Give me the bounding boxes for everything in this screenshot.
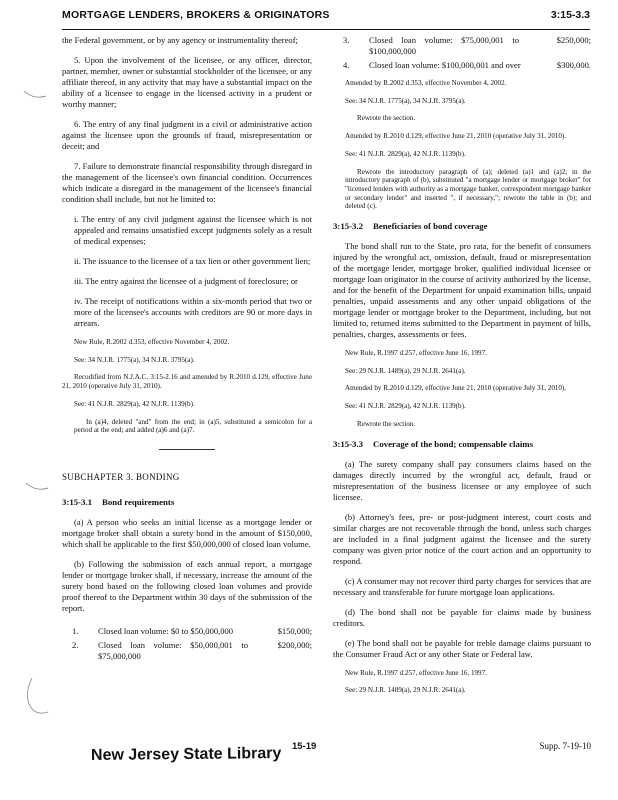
paragraph: (a) The surety company shall pay consumers claims based on the damages directly incurred by the wrongful act, default, fraud or misrepresentation of the business licensee or any employee of such licensee. <box>333 458 591 502</box>
binding-hole-mark <box>22 676 52 720</box>
header-title: MORTGAGE LENDERS, BROKERS & ORIGINATORS <box>62 9 330 21</box>
table-row <box>62 640 312 662</box>
page-number: 15-19 <box>292 741 317 752</box>
section-divider <box>159 449 215 450</box>
history-notes <box>333 349 591 429</box>
bond-amount-table <box>333 35 591 71</box>
history-note: Recodified from N.J.A.C. 3:15-2.16 and amended by R.2010 d.129, effective June 21, 2010 (operative July 31, 2010). <box>62 373 312 391</box>
history-note-detail: In (a)4, deleted "and" from the end; in (a)5, substituted a semicolon for a period at the end; and added (a)6 and (a)7. <box>74 417 312 435</box>
history-note: New Rule, R.2002 d.353, effective November 4, 2002. <box>74 338 230 346</box>
section-title: Coverage of the bond; compensable claims <box>373 438 534 449</box>
binding-hole-mark <box>22 88 50 102</box>
paragraph: (a) A person who seeks an initial license as a mortgage lender or mortgage broker shall obtain a surety bond in the amount of $150,000, which shall be applicable to the first $50,000,000 of closed loan volume. <box>62 516 312 549</box>
paragraph: iv. The receipt of notifications within a six-month period that two or more of the licensee's accounts with creditors are 90 or more days in arrears. <box>74 296 312 328</box>
binding-hole-mark <box>24 480 52 494</box>
paragraph: 5. Upon the involvement of the licensee, or any officer, director, partner, member, owner or substantial stockholder of the licensee, or any affiliate thereof, in any activity that may have a substantial impact on the ability of a licensee to engage in the licensed activity in a prudent or worthy manner; <box>62 55 312 109</box>
section-number: 3:15-3.2 <box>333 221 364 232</box>
paragraph: the Federal government, or by any agency or instrumentality thereof; <box>62 35 298 45</box>
row-number: 3. <box>343 35 350 45</box>
history-notes <box>62 338 312 435</box>
paragraph: (d) The bond shall not be payable for claims made by business creditors. <box>333 606 591 628</box>
table-row <box>333 35 591 57</box>
history-note: See: 29 N.J.R. 1489(a), 29 N.J.R. 2641(a). <box>345 366 466 375</box>
section-title: Bond requirements <box>102 496 175 507</box>
table-row <box>62 626 312 637</box>
history-notes <box>333 669 591 695</box>
history-note: See: 34 N.J.R. 1775(a), 34 N.J.R. 3795(a). <box>74 355 195 364</box>
paragraph: 7. Failure to demonstrate financial responsibility through disregard in the management of the licensee's own financial condition. Occurrences which indicate a disregard in the management of the licensee's financial condition shall include, but not be limited to: <box>62 161 312 204</box>
supplement-date: Supp. 7-19-10 <box>539 741 591 751</box>
row-amount: $150,000; <box>277 625 312 636</box>
subchapter-heading: SUBCHAPTER 3. BONDING <box>62 471 180 482</box>
history-note: See: 41 N.J.R. 2829(a), 42 N.J.R. 1139(b). <box>74 399 195 408</box>
right-column <box>333 35 591 704</box>
history-note: See: 41 N.J.R. 2829(a), 42 N.J.R. 1139(b). <box>345 402 466 411</box>
row-number: 1. <box>72 625 79 636</box>
bond-amount-table <box>62 626 312 662</box>
library-stamp: New Jersey State Library <box>90 745 282 764</box>
paragraph: The bond shall run to the State, pro rata, for the benefit of consumers injured by the wrongful act, omission, default, fraud or misrepresentation of the mortgage lender, mortgage broker, qualified individual licensee or mortgage loan originator in the course of activity authorized by the license, and for the benefit of the Department for unpaid examination bills, unpaid penalties, unpaid assessments and any other unpaid obligations of the mortgage lender or mortgage broker to the Department, including, but not limited to, returned items submitted to the Department in payment of bills, penalties, charges, assessments or fees. <box>333 241 591 340</box>
section-heading <box>333 439 591 450</box>
row-amount: $300,000. <box>556 60 591 70</box>
history-note: See: 29 N.J.R. 1489(a), 29 N.J.R. 2641(a). <box>345 686 466 695</box>
header-rule <box>62 29 590 30</box>
section-title: Beneficiaries of bond coverage <box>373 221 488 232</box>
table-row <box>333 60 591 71</box>
header-section-number: 3:15-3.3 <box>550 9 590 21</box>
paragraph: i. The entry of any civil judgment against the licensee which is not appealed and remains unsatisfied except judgments solely as a result of medical expenses; <box>74 214 312 246</box>
history-note-detail: Rewrote the introductory paragraph of (a); deleted (a)1 and (a)2; in the introductory paragraph of (b), substituted "a mortgage lender or mortgage broker" for "licensed lenders with authority as a mortgage banker, correspondent mortgage banker or secondary lender" and inserted ", if necessary,"; rewrote the table in (b); and deleted (c). <box>345 167 591 211</box>
history-note: See: 41 N.J.R. 2829(a), 42 N.J.R. 1139(b). <box>345 149 466 158</box>
row-number: 2. <box>72 639 79 650</box>
history-notes <box>333 79 591 211</box>
paragraph: ii. The issuance to the licensee of a tax lien or other government lien; <box>74 256 311 266</box>
history-note: New Rule, R.1997 d.257, effective June 16, 1997. <box>345 668 487 677</box>
paragraph: (c) A consumer may not recover third party charges for services that are necessary and transferable for future mortgage loan applications. <box>333 575 591 597</box>
row-amount: $250,000; <box>556 35 591 45</box>
history-note-detail: Rewrote the section. <box>357 419 416 428</box>
paragraph: 6. The entry of any final judgment in a civil or administrative action against the licensee upon the grounds of fraud, misrepresentation or deceit; and <box>62 119 312 151</box>
row-amount: $200,000; <box>277 639 312 650</box>
history-note-detail: Rewrote the section. <box>357 114 416 123</box>
section-heading <box>62 497 312 508</box>
history-note: New Rule, R.1997 d.257, effective June 16, 1997. <box>345 349 487 358</box>
running-header <box>62 9 590 25</box>
history-note: See: 34 N.J.R. 1775(a), 34 N.J.R. 3795(a). <box>345 96 466 105</box>
history-note: Amended by R.2002 d.353, effective November 4, 2002. <box>345 79 507 87</box>
row-number: 4. <box>343 60 350 70</box>
row-description: Closed loan volume: $100,000,001 and over <box>369 60 521 70</box>
paragraph: iii. The entry against the licensee of a judgment of foreclosure; or <box>74 276 298 286</box>
paragraph: (e) The bond shall not be payable for treble damage claims pursuant to the Consumer Fraud Act or any other State or Federal law. <box>333 637 591 659</box>
paragraph: (b) Following the submission of each annual report, a mortgage lender or mortgage broker shall, if necessary, increase the amount of the surety bond based on the following closed loan volumes and provide proof thereof to the Department within 30 days of the submission of the report. <box>62 558 312 613</box>
left-column <box>62 35 312 665</box>
section-heading <box>333 221 591 232</box>
row-description: Closed loan volume: $75,000,001 to $100,000,000 <box>369 35 519 56</box>
history-note: Amended by R.2010 d.129, effective June 21, 2010 (operative July 31, 2010). <box>345 132 567 141</box>
row-description: Closed loan volume: $50,000,001 to $75,000,000 <box>98 639 248 661</box>
row-description: Closed loan volume: $0 to $50,000,000 <box>98 625 234 636</box>
paragraph: (b) Attorney's fees, pre- or post-judgment interest, court costs and similar charges are not recoverable through the bond, unless such charges are included in a final judgment against the licensee and the surety company was given prior notice of the court action and an opportunity to respond. <box>333 511 591 566</box>
section-number: 3:15-3.3 <box>333 438 364 449</box>
history-note: Amended by R.2010 d.129, effective June 21, 2010 (operative July 31, 2010). <box>345 384 567 393</box>
section-number: 3:15-3.1 <box>62 496 93 507</box>
